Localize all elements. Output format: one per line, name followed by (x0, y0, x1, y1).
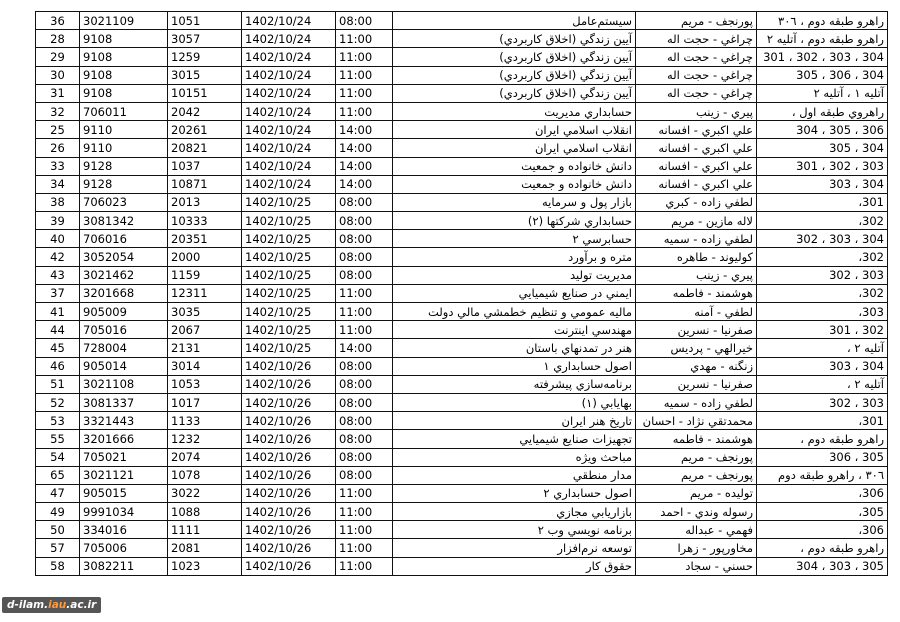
instructor-cell: صفرنيا - نسرين (636, 321, 757, 339)
lesson-code-cell: 2074 (168, 448, 242, 466)
exam-schedule-table (35, 11, 888, 576)
row-number-cell: 50 (36, 521, 80, 539)
instructor-cell: پيري - زينب (636, 102, 757, 120)
course-code-cell: 3021121 (80, 466, 168, 484)
lesson-code-cell: 12311 (168, 284, 242, 302)
course-title-cell: مهندسي اينترنت (393, 321, 636, 339)
lesson-code-cell: 2067 (168, 321, 242, 339)
row-number-cell: 51 (36, 375, 80, 393)
course-title-cell: مديريت توليد (393, 266, 636, 284)
course-code-cell: 9128 (80, 175, 168, 193)
exam-room-cell: 305 ، 306 (757, 448, 888, 466)
row-number-cell: 52 (36, 393, 80, 411)
exam-room-cell: راهرو طبقه دوم ، ٣٠٦ (757, 12, 888, 30)
table-row (36, 248, 888, 266)
exam-room-cell: آتليه ٢ ، (757, 375, 888, 393)
exam-room-cell: 303 ، 302 ، 301 (757, 157, 888, 175)
table-row (36, 357, 888, 375)
course-code-cell: 9108 (80, 48, 168, 66)
exam-time-cell: 08:00 (336, 412, 393, 430)
course-title-cell: مباحث ويژه (393, 448, 636, 466)
exam-room-cell: 302 ، 301 (757, 321, 888, 339)
row-number-cell: 41 (36, 303, 80, 321)
exam-time-cell: 08:00 (336, 266, 393, 284)
course-code-cell: 9128 (80, 157, 168, 175)
course-code-cell: 3021109 (80, 12, 168, 30)
exam-time-cell: 08:00 (336, 448, 393, 466)
exam-time-cell: 11:00 (336, 284, 393, 302)
table-row (36, 466, 888, 484)
exam-room-cell: 304 ، 303 ، 302 ، 301 (757, 48, 888, 66)
exam-room-cell: آتليه ٢ ، (757, 339, 888, 357)
row-number-cell: 33 (36, 157, 80, 175)
row-number-cell: 44 (36, 321, 80, 339)
exam-time-cell: 08:00 (336, 212, 393, 230)
lesson-code-cell: 1259 (168, 48, 242, 66)
table-row (36, 375, 888, 393)
table-row (36, 539, 888, 557)
course-code-cell: 905014 (80, 357, 168, 375)
exam-date-cell: 1402/10/24 (242, 175, 336, 193)
course-title-cell: تجهيزات صنايع شيميايي (393, 430, 636, 448)
course-code-cell: 728004 (80, 339, 168, 357)
lesson-code-cell: 1088 (168, 503, 242, 521)
table-row (36, 84, 888, 102)
course-title-cell: ماليه عمومي و تنظيم خطمشي مالي دولت (393, 303, 636, 321)
exam-room-cell: 302، (757, 284, 888, 302)
exam-room-cell: 301، (757, 193, 888, 211)
course-title-cell: دانش خانواده و جمعيت (393, 157, 636, 175)
exam-time-cell: 11:00 (336, 102, 393, 120)
exam-date-cell: 1402/10/24 (242, 84, 336, 102)
lesson-code-cell: 1037 (168, 157, 242, 175)
exam-date-cell: 1402/10/24 (242, 66, 336, 84)
row-number-cell: 32 (36, 102, 80, 120)
row-number-cell: 31 (36, 84, 80, 102)
course-code-cell: 3021108 (80, 375, 168, 393)
exam-room-cell: 303 ، 302 (757, 266, 888, 284)
lesson-code-cell: 1159 (168, 266, 242, 284)
exam-date-cell: 1402/10/25 (242, 266, 336, 284)
exam-date-cell: 1402/10/26 (242, 484, 336, 502)
lesson-code-cell: 1053 (168, 375, 242, 393)
exam-time-cell: 14:00 (336, 339, 393, 357)
lesson-code-cell: 20821 (168, 139, 242, 157)
row-number-cell: 37 (36, 284, 80, 302)
lesson-code-cell: 1051 (168, 12, 242, 30)
course-code-cell: 706023 (80, 193, 168, 211)
course-code-cell: 3201668 (80, 284, 168, 302)
lesson-code-cell: 2081 (168, 539, 242, 557)
exam-date-cell: 1402/10/25 (242, 193, 336, 211)
exam-date-cell: 1402/10/26 (242, 357, 336, 375)
instructor-cell: لطفي زاده - سميه (636, 393, 757, 411)
instructor-cell: فهمي - عبداله (636, 521, 757, 539)
row-number-cell: 54 (36, 448, 80, 466)
lesson-code-cell: 1023 (168, 557, 242, 575)
lesson-code-cell: 3057 (168, 30, 242, 48)
instructor-cell: صفرنيا - نسرين (636, 375, 757, 393)
course-code-cell: 3052054 (80, 248, 168, 266)
course-code-cell: 9110 (80, 121, 168, 139)
instructor-cell: پورنجف - مريم (636, 466, 757, 484)
exam-time-cell: 11:00 (336, 321, 393, 339)
instructor-cell: لطفي زاده - کبري (636, 193, 757, 211)
table-row (36, 412, 888, 430)
exam-room-cell: 304 ، 306 ، 305 (757, 66, 888, 84)
instructor-cell: محمدتقي نژاد - احسان (636, 412, 757, 430)
course-title-cell: حسابداري مديريت (393, 102, 636, 120)
course-code-cell: 905009 (80, 303, 168, 321)
row-number-cell: 36 (36, 12, 80, 30)
exam-time-cell: 11:00 (336, 539, 393, 557)
course-title-cell: متره و برآورد (393, 248, 636, 266)
course-code-cell: 9108 (80, 30, 168, 48)
lesson-code-cell: 1017 (168, 393, 242, 411)
exam-date-cell: 1402/10/26 (242, 557, 336, 575)
course-code-cell: 3081337 (80, 393, 168, 411)
exam-time-cell: 14:00 (336, 175, 393, 193)
exam-time-cell: 11:00 (336, 484, 393, 502)
course-code-cell: 9108 (80, 66, 168, 84)
lesson-code-cell: 20261 (168, 121, 242, 139)
table-row (36, 102, 888, 120)
course-title-cell: آيين زندگي (اخلاق کاربردي) (393, 66, 636, 84)
course-code-cell: 705016 (80, 321, 168, 339)
exam-room-cell: 306 ، 305 ، 304 (757, 121, 888, 139)
exam-date-cell: 1402/10/26 (242, 430, 336, 448)
lesson-code-cell: 20351 (168, 230, 242, 248)
exam-room-cell: آتليه ١ ، آتليه ٢ (757, 84, 888, 102)
lesson-code-cell: 10151 (168, 84, 242, 102)
lesson-code-cell: 2131 (168, 339, 242, 357)
exam-date-cell: 1402/10/25 (242, 321, 336, 339)
exam-time-cell: 14:00 (336, 121, 393, 139)
exam-date-cell: 1402/10/24 (242, 30, 336, 48)
table-row (36, 121, 888, 139)
table-row (36, 339, 888, 357)
row-number-cell: 53 (36, 412, 80, 430)
exam-date-cell: 1402/10/24 (242, 157, 336, 175)
course-title-cell: انقلاب اسلامي ايران (393, 139, 636, 157)
row-number-cell: 26 (36, 139, 80, 157)
course-code-cell: 334016 (80, 521, 168, 539)
exam-room-cell: ٣٠٦ ، راهرو طبقه دوم (757, 466, 888, 484)
row-number-cell: 55 (36, 430, 80, 448)
instructor-cell: علي اکبري - افسانه (636, 157, 757, 175)
row-number-cell: 49 (36, 503, 80, 521)
exam-time-cell: 11:00 (336, 66, 393, 84)
table-row (36, 230, 888, 248)
row-number-cell: 25 (36, 121, 80, 139)
exam-room-cell: 304 ، 303 ، 302 (757, 230, 888, 248)
exam-time-cell: 08:00 (336, 393, 393, 411)
instructor-cell: چراغي - حجت اله (636, 48, 757, 66)
lesson-code-cell: 1111 (168, 521, 242, 539)
exam-time-cell: 08:00 (336, 466, 393, 484)
exam-time-cell: 11:00 (336, 521, 393, 539)
instructor-cell: توليده - مريم (636, 484, 757, 502)
exam-date-cell: 1402/10/26 (242, 412, 336, 430)
course-title-cell: حسابرسي ٢ (393, 230, 636, 248)
exam-time-cell: 11:00 (336, 303, 393, 321)
exam-date-cell: 1402/10/26 (242, 539, 336, 557)
course-title-cell: هنر در تمدنهاي باستان (393, 339, 636, 357)
exam-room-cell: 304 ، 303 (757, 357, 888, 375)
instructor-cell: خيرالهي - پرديس (636, 339, 757, 357)
instructor-cell: زنگنه - مهدي (636, 357, 757, 375)
lesson-code-cell: 10871 (168, 175, 242, 193)
course-title-cell: آيين زندگي (اخلاق کاربردي) (393, 48, 636, 66)
table-row (36, 66, 888, 84)
course-title-cell: بازاريابي مجازي (393, 503, 636, 521)
table-row (36, 266, 888, 284)
exam-room-cell: 305 ، 303 ، 304 (757, 557, 888, 575)
course-title-cell: بهايابي (١) (393, 393, 636, 411)
course-title-cell: آيين زندگي (اخلاق کاربردي) (393, 84, 636, 102)
course-code-cell: 905015 (80, 484, 168, 502)
exam-room-cell: راهرو طبقه دوم ، آتليه ٢ (757, 30, 888, 48)
course-code-cell: 9108 (80, 84, 168, 102)
exam-room-cell: راهرو طبقه دوم ، (757, 539, 888, 557)
course-title-cell: بازار پول و سرمايه (393, 193, 636, 211)
table-row (36, 12, 888, 30)
row-number-cell: 30 (36, 66, 80, 84)
exam-date-cell: 1402/10/24 (242, 12, 336, 30)
course-title-cell: مدار منطقي (393, 466, 636, 484)
instructor-cell: مخاورپور - زهرا (636, 539, 757, 557)
exam-time-cell: 11:00 (336, 84, 393, 102)
exam-room-cell: 304 ، 303 (757, 175, 888, 193)
course-code-cell: 3201666 (80, 430, 168, 448)
table-row (36, 30, 888, 48)
table-row (36, 193, 888, 211)
lesson-code-cell: 3035 (168, 303, 242, 321)
course-title-cell: آيين زندگي (اخلاق کاربردي) (393, 30, 636, 48)
exam-date-cell: 1402/10/26 (242, 466, 336, 484)
course-title-cell: انقلاب اسلامي ايران (393, 121, 636, 139)
row-number-cell: 43 (36, 266, 80, 284)
exam-time-cell: 08:00 (336, 357, 393, 375)
lesson-code-cell: 3022 (168, 484, 242, 502)
row-number-cell: 42 (36, 248, 80, 266)
exam-time-cell: 08:00 (336, 193, 393, 211)
instructor-cell: حسني - سجاد (636, 557, 757, 575)
row-number-cell: 47 (36, 484, 80, 502)
lesson-code-cell: 1078 (168, 466, 242, 484)
course-title-cell: برنامه‌سازي پيشرفته (393, 375, 636, 393)
exam-date-cell: 1402/10/25 (242, 284, 336, 302)
exam-room-cell: راهرو طبقه دوم ، (757, 430, 888, 448)
table-row (36, 321, 888, 339)
site-watermark: d-ilam.iau.ac.ir (2, 597, 101, 613)
exam-date-cell: 1402/10/26 (242, 521, 336, 539)
instructor-cell: لطفي زاده - سميه (636, 230, 757, 248)
exam-date-cell: 1402/10/24 (242, 48, 336, 66)
row-number-cell: 29 (36, 48, 80, 66)
exam-date-cell: 1402/10/25 (242, 339, 336, 357)
lesson-code-cell: 3015 (168, 66, 242, 84)
instructor-cell: پورنجف - مريم (636, 448, 757, 466)
table-body (36, 12, 888, 576)
table-row (36, 557, 888, 575)
row-number-cell: 65 (36, 466, 80, 484)
exam-date-cell: 1402/10/25 (242, 230, 336, 248)
instructor-cell: پيري - زينب (636, 266, 757, 284)
exam-date-cell: 1402/10/26 (242, 503, 336, 521)
exam-date-cell: 1402/10/24 (242, 121, 336, 139)
course-code-cell: 3081342 (80, 212, 168, 230)
course-title-cell: سيستم‌عامل (393, 12, 636, 30)
exam-date-cell: 1402/10/26 (242, 448, 336, 466)
exam-room-cell: 302، (757, 212, 888, 230)
course-code-cell: 9991034 (80, 503, 168, 521)
lesson-code-cell: 1232 (168, 430, 242, 448)
table-row (36, 175, 888, 193)
course-title-cell: تاريخ هنر ايران (393, 412, 636, 430)
table-row (36, 393, 888, 411)
table-row (36, 139, 888, 157)
course-code-cell: 706011 (80, 102, 168, 120)
exam-date-cell: 1402/10/24 (242, 139, 336, 157)
table-row (36, 430, 888, 448)
row-number-cell: 58 (36, 557, 80, 575)
row-number-cell: 40 (36, 230, 80, 248)
course-title-cell: دانش خانواده و جمعيت (393, 175, 636, 193)
lesson-code-cell: 10333 (168, 212, 242, 230)
row-number-cell: 28 (36, 30, 80, 48)
exam-time-cell: 11:00 (336, 48, 393, 66)
instructor-cell: چراغي - حجت اله (636, 66, 757, 84)
course-title-cell: توسعه نرم‌افزار (393, 539, 636, 557)
table-row (36, 303, 888, 321)
instructor-cell: لاله مازين - مريم (636, 212, 757, 230)
exam-time-cell: 08:00 (336, 12, 393, 30)
row-number-cell: 34 (36, 175, 80, 193)
instructor-cell: علي اکبري - افسانه (636, 175, 757, 193)
exam-time-cell: 14:00 (336, 157, 393, 175)
table-row (36, 212, 888, 230)
course-title-cell: اصول حسابداري ٢ (393, 484, 636, 502)
row-number-cell: 45 (36, 339, 80, 357)
row-number-cell: 46 (36, 357, 80, 375)
exam-room-cell: 303، (757, 303, 888, 321)
lesson-code-cell: 1133 (168, 412, 242, 430)
row-number-cell: 39 (36, 212, 80, 230)
exam-time-cell: 11:00 (336, 503, 393, 521)
instructor-cell: علي اکبري - افسانه (636, 139, 757, 157)
table-row (36, 448, 888, 466)
instructor-cell: چراغي - حجت اله (636, 84, 757, 102)
exam-time-cell: 11:00 (336, 30, 393, 48)
instructor-cell: لطفي - آمنه (636, 303, 757, 321)
instructor-cell: رسوله وندي - احمد (636, 503, 757, 521)
table-row (36, 484, 888, 502)
lesson-code-cell: 2042 (168, 102, 242, 120)
exam-date-cell: 1402/10/25 (242, 303, 336, 321)
exam-room-cell: 306، (757, 521, 888, 539)
course-title-cell: برنامه نويسي وب ٢ (393, 521, 636, 539)
instructor-cell: علي اکبري - افسانه (636, 121, 757, 139)
instructor-cell: چراغي - حجت اله (636, 30, 757, 48)
table-row (36, 521, 888, 539)
exam-date-cell: 1402/10/25 (242, 212, 336, 230)
exam-time-cell: 11:00 (336, 557, 393, 575)
table-row (36, 157, 888, 175)
table-row (36, 284, 888, 302)
instructor-cell: هوشمند - فاطمه (636, 284, 757, 302)
exam-time-cell: 08:00 (336, 430, 393, 448)
table-row (36, 48, 888, 66)
exam-date-cell: 1402/10/26 (242, 393, 336, 411)
exam-time-cell: 14:00 (336, 139, 393, 157)
exam-room-cell: 304 ، 305 (757, 139, 888, 157)
course-title-cell: ايمني در صنايع شيميايي (393, 284, 636, 302)
exam-date-cell: 1402/10/24 (242, 102, 336, 120)
exam-room-cell: 305، (757, 503, 888, 521)
exam-date-cell: 1402/10/25 (242, 248, 336, 266)
course-code-cell: 705021 (80, 448, 168, 466)
exam-time-cell: 08:00 (336, 230, 393, 248)
course-code-cell: 3021462 (80, 266, 168, 284)
instructor-cell: پورنجف - مريم (636, 12, 757, 30)
exam-room-cell: 302، (757, 248, 888, 266)
exam-room-cell: 306، (757, 484, 888, 502)
exam-time-cell: 08:00 (336, 248, 393, 266)
course-title-cell: اصول حسابداري ١ (393, 357, 636, 375)
course-code-cell: 706016 (80, 230, 168, 248)
lesson-code-cell: 2000 (168, 248, 242, 266)
row-number-cell: 57 (36, 539, 80, 557)
lesson-code-cell: 3014 (168, 357, 242, 375)
table-row (36, 503, 888, 521)
course-code-cell: 3082211 (80, 557, 168, 575)
course-code-cell: 9110 (80, 139, 168, 157)
course-code-cell: 705006 (80, 539, 168, 557)
exam-time-cell: 08:00 (336, 375, 393, 393)
row-number-cell: 38 (36, 193, 80, 211)
exam-room-cell: 301، (757, 412, 888, 430)
exam-room-cell: راهروي طبقه اول ، (757, 102, 888, 120)
instructor-cell: هوشمند - فاطمه (636, 430, 757, 448)
lesson-code-cell: 2013 (168, 193, 242, 211)
course-title-cell: حقوق کار (393, 557, 636, 575)
course-code-cell: 3321443 (80, 412, 168, 430)
course-title-cell: حسابداري شرکتها (٢) (393, 212, 636, 230)
exam-room-cell: 303 ، 302 (757, 393, 888, 411)
exam-date-cell: 1402/10/26 (242, 375, 336, 393)
instructor-cell: کوليوند - طاهره (636, 248, 757, 266)
